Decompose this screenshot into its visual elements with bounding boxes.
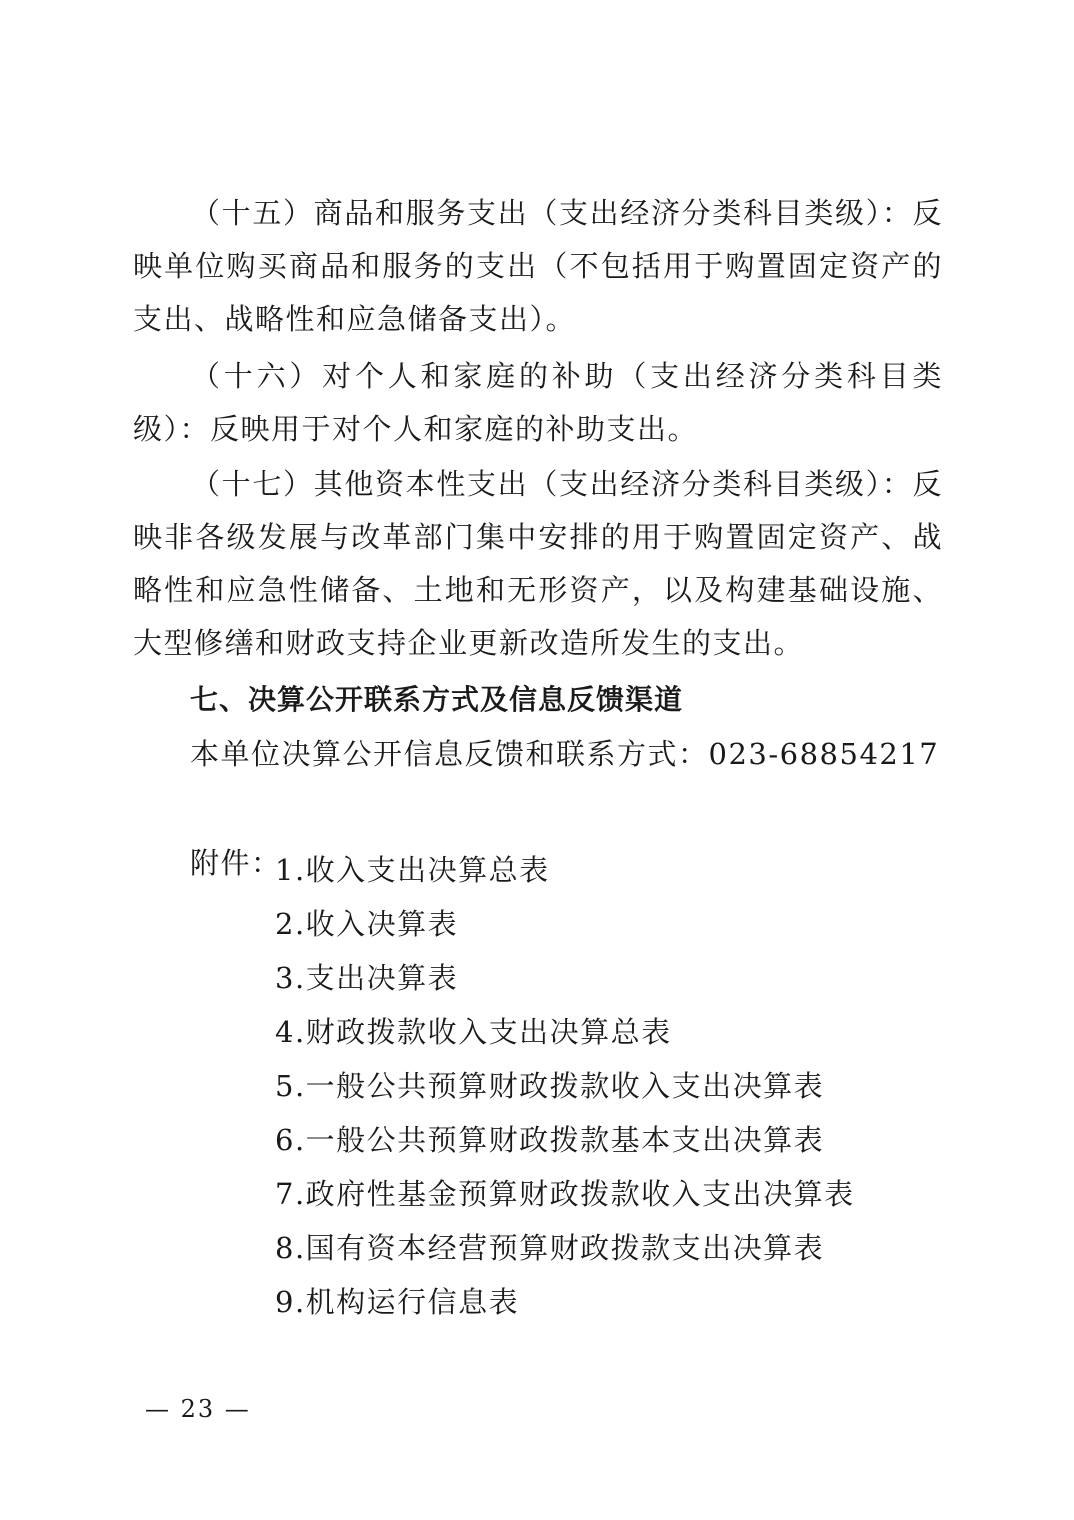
attachment-item: 7.政府性基金预算财政拨款收入支出决算表: [275, 1177, 855, 1211]
attachment-item: 9.机构运行信息表: [275, 1285, 520, 1319]
attachment-item: 2.收入决算表: [275, 907, 459, 941]
attachment-item: 6.一般公共预算财政拨款基本支出决算表: [275, 1123, 825, 1157]
section-heading: 七、决算公开联系方式及信息反馈渠道: [190, 683, 684, 716]
attachment-item: 1.收入支出决算总表: [275, 853, 550, 887]
contact-line: 本单位决算公开信息反馈和联系方式：023-68854217: [190, 737, 940, 771]
attachment-item: 8.国有资本经营预算财政拨款支出决算表: [275, 1231, 825, 1265]
page-number: — 23 —: [145, 1395, 251, 1423]
attachment-item: 4.财政拨款收入支出决算总表: [275, 1015, 672, 1049]
attachment-item: 3.支出决算表: [275, 961, 459, 995]
attachments-label: 附件：: [190, 846, 282, 880]
paragraph-item-16: （十六）对个人和家庭的补助（支出经济分类科目类级）：反映用于对个人和家庭的补助支出。: [133, 359, 943, 446]
attachment-item: 5.一般公共预算财政拨款收入支出决算表: [275, 1069, 825, 1103]
paragraph-item-15: （十五）商品和服务支出（支出经济分类科目类级）：反映单位购买商品和服务的支出（不包括用于购置固定资产的支出、战略性和应急储备支出）。: [133, 196, 943, 336]
attachments-list: [275, 843, 855, 1329]
paragraph-item-17: （十七）其他资本性支出（支出经济分类科目类级）：反映非各级发展与改革部门集中安排的用于购置固定资产、战略性和应急性储备、土地和无形资产，以及构建基础设施、大型修缮和财政支持企业更新改造所发生的支出。: [133, 467, 943, 660]
